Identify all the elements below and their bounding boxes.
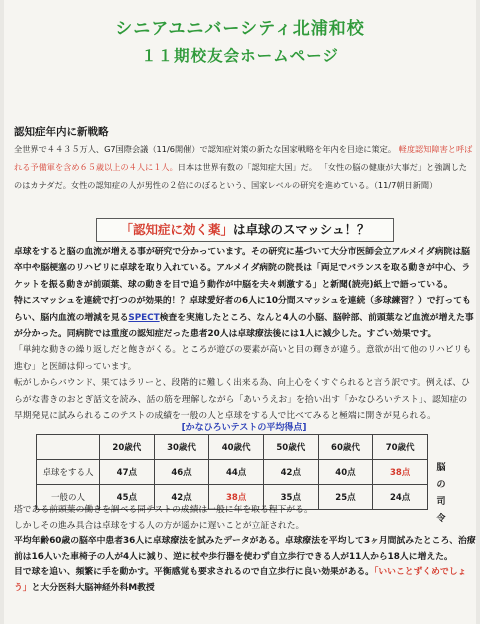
table-cell: 35点 <box>263 485 318 510</box>
tail-paragraph-2: しかしその進み具合は卓球をする人の方が遥かに遅いことが立証された。 <box>14 520 305 531</box>
tail-paragraph-3: 平均年齢60歳の脳卒中患者36人に卓球療法を試みたデータがある。卓球療法を平均して3ヶ月間試みたところ、治療前は16人いた車椅子の人が4人に減り、逆に杖や歩行器を使わず自立歩行できる人が11人から18人に増えた。 <box>14 536 476 562</box>
side-note-char: の <box>436 480 446 490</box>
table-cell: 46点 <box>154 460 209 485</box>
table-col-header: 30歳代 <box>154 435 209 460</box>
body-paragraph-2b: 検査を実施したところ、なんと4人の小脳、脳幹部、前頭葉など血流が増えた事が分かった。同病院では重度の認知症だった患者20人は卓球療法後には1人に減少した。すごい効果です。 <box>14 312 474 340</box>
side-note-char: 司 <box>436 497 446 507</box>
quote-red: 「いいことずくめでしょう」 <box>14 567 467 593</box>
tail-paragraph-4a: 目で球を追い、頻繁に手を動かす。平衡感覚も要求されるので自立歩行に良い効果がある。 <box>14 567 374 577</box>
body-paragraph-3: 「単純な動きの繰り返しだと飽きがくる。ところが遊びの要素が高いと目の輝きが違う。意欲が出て他のリハビリも進む」と医師は仰っています。 <box>14 345 472 372</box>
table-cell: 44点 <box>209 460 264 485</box>
lead-line-2-red: 軽度認知障害と呼ばれる予備軍を含め６５歳以上の４人に１人。 <box>14 144 473 172</box>
table-cell: 25点 <box>318 485 373 510</box>
spect-link[interactable]: SPECT <box>128 312 160 323</box>
closing-text <box>14 503 476 596</box>
table-cell: 42点 <box>154 485 209 510</box>
lead-line-1: 全世界で４４３５万人、G7国際会議（11/6開催）で認知症対策の新たな国家戦略を年内を目途に策定。 <box>14 144 397 154</box>
score-table <box>36 434 428 510</box>
page-title: シニアユニバーシティ北浦和校 <box>115 19 365 39</box>
tail-paragraph-1: 塔である前頭葉の働きを調べる同テストの成績は一般に年を取る程下がる。 <box>14 505 313 515</box>
table-col-header: 40歳代 <box>209 435 264 460</box>
lead-line-2-tail: 日本は世界有数の「認知症大国」だ。 <box>177 162 317 172</box>
signature: と大分医科大脳神経外科M教授 <box>31 582 155 593</box>
table-col-header: 70歳代 <box>373 435 428 460</box>
table-col-header: 50歳代 <box>263 435 318 460</box>
table-cell: 24点 <box>373 485 428 510</box>
table-cell: 42点 <box>263 460 318 485</box>
table-cell-highlight: 38点 <box>373 460 428 485</box>
table-cell: 47点 <box>100 460 155 485</box>
table-header-row <box>37 435 428 460</box>
row-label: 卓球をする人 <box>37 460 100 485</box>
table-col-header: 20歳代 <box>100 435 155 460</box>
side-note-char: 令 <box>436 514 446 524</box>
page-subtitle: １１期校友会ホームページ <box>141 47 339 65</box>
lead-paragraph <box>14 140 474 194</box>
article-body <box>14 244 474 424</box>
body-paragraph-1: 卓球をすると脳の血流が増える事が研究で分かっています。その研究に基づいて大分市医師会立アルメイダ病院は脳卒中や脳梗塞のリハビリに卓球を取り入れている。アルメイダ病院の院長は「両足でバランスを取る動きが中心、ラケットを振る動きが前頭葉、球の動きを目で追う動作が中脳を夫々刺激する」と新聞(読売)紙上で語っている。 <box>14 247 471 290</box>
table-corner <box>37 435 100 460</box>
page-sheet <box>4 0 476 624</box>
body-paragraph-4: 転がしからバウンド、果てはラリーと、段階的に難しく出来る為、向上心をくすぐられると言う訳です。例えば、ひらがな書きのおとぎ話文を読み、話の筋を理解しながら「あいうえお」を拾い出す「かなひろいテスト」、認知症の早期発見に試みられるこのテストの成績を一般の人と卓球をする人で比べてみると極端に開きが見られる。 <box>14 378 470 422</box>
table-cell: 45点 <box>100 485 155 510</box>
row-label: 一般の人 <box>37 485 100 510</box>
table-cell-highlight: 38点 <box>209 485 264 510</box>
table-cell: 40点 <box>318 460 373 485</box>
body-paragraph-2a: 特にスマッシュを連続で打つのが効果的！？卓球愛好者の6人に10分間スマッシュを連続（多球練習？）で打ってもらい、脳内血流の増減を見る <box>14 296 471 323</box>
headline-box <box>96 218 394 242</box>
body-paragraph-2 <box>14 293 474 342</box>
table-row <box>37 460 428 485</box>
table-col-header: 60歳代 <box>318 435 373 460</box>
section-heading: 認知症年内に新戦略 <box>14 126 109 138</box>
side-note-char: 脳 <box>436 463 446 473</box>
tail-paragraph-4 <box>14 565 476 596</box>
lead-line-3: 「女性の脳の健康が大事だ」と強調したのはカナダだ。女性の認知症の人が男性の２倍にのぼるという、国家レベルの研究を進めている。（11/7朝日新聞） <box>14 162 467 190</box>
score-table-title: [かなひろいテストの平均得点] <box>181 423 307 433</box>
headline-red: 「認知症に効く薬」 <box>120 222 233 237</box>
headline-black: は卓球のスマッシュ！？ <box>233 222 370 237</box>
